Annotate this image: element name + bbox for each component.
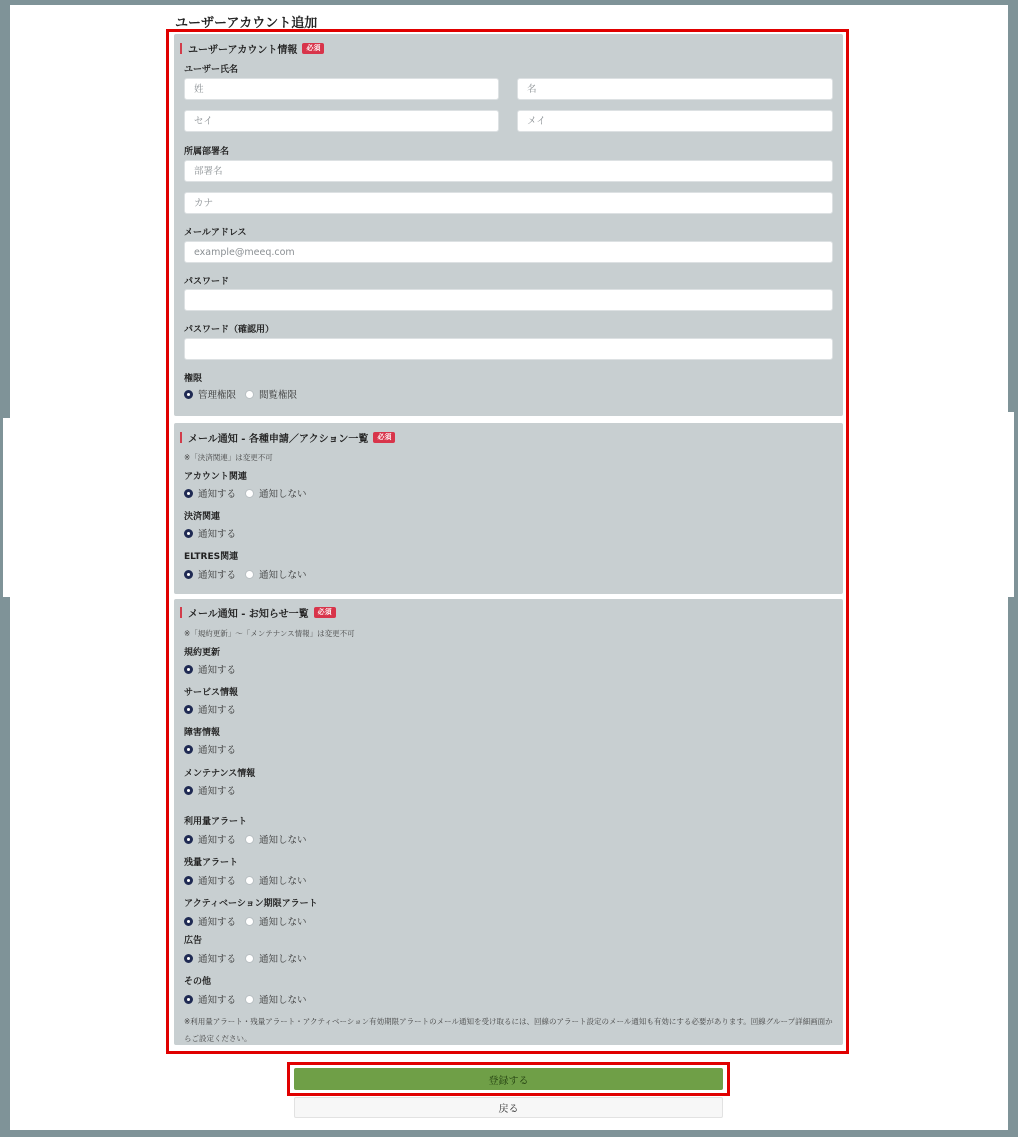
dept-label: 所属部署名 [184, 147, 230, 157]
remaining-alert-label: 残量アラート [184, 858, 239, 868]
notices-note: ※「規約更新」～「メンテナンス情報」は変更不可 [184, 629, 355, 638]
no-notify-label: 通知しない [259, 489, 307, 500]
frame-left [0, 418, 3, 597]
notify-label: 通知する [198, 786, 237, 797]
back-button[interactable]: 戻る [294, 1097, 723, 1118]
required-badge: 必須 [302, 43, 324, 54]
no-notify-label: 通知しない [259, 876, 307, 887]
service-label: サービス情報 [184, 688, 239, 698]
submit-button[interactable]: 登録する [294, 1068, 723, 1090]
ads-label: 広告 [184, 936, 203, 946]
required-badge: 必須 [373, 432, 395, 443]
notify-label: 通知する [198, 489, 237, 500]
actions-heading: メール通知 - 各種申請／アクション一覧 [188, 434, 369, 445]
actions-note: ※「決済関連」は変更不可 [184, 453, 273, 462]
payment-related-label: 決済関連 [184, 512, 221, 522]
notify-label: 通知する [198, 917, 237, 928]
account-heading: ユーザーアカウント情報 [188, 45, 298, 56]
no-notify-label: 通知しない [259, 995, 307, 1006]
frame-top [0, 0, 1018, 5]
required-badge: 必須 [314, 607, 336, 618]
notify-label: 通知する [198, 995, 237, 1006]
notify-label: 通知する [198, 665, 237, 676]
submit-highlight-outline [287, 1062, 730, 1096]
role-admin-label: 管理権限 [198, 390, 237, 401]
page-title: ユーザーアカウント追加 [175, 16, 318, 31]
notify-label: 通知する [198, 745, 237, 756]
other-label: その他 [184, 977, 212, 987]
notify-label: 通知する [198, 570, 237, 581]
notify-label: 通知する [198, 954, 237, 965]
no-notify-label: 通知しない [259, 954, 307, 965]
frame-left [0, 597, 10, 805]
frame-left [0, 805, 10, 1137]
no-notify-label: 通知しない [259, 835, 307, 846]
frame-right [1008, 0, 1018, 412]
eltres-related-label: ELTRES関連 [184, 552, 239, 562]
no-notify-label: 通知しない [259, 917, 307, 928]
role-label: 権限 [184, 374, 203, 384]
frame-right [1014, 412, 1018, 597]
no-notify-label: 通知しない [259, 570, 307, 581]
password-label: パスワード [184, 277, 230, 287]
account-related-label: アカウント関連 [184, 472, 247, 482]
activation-alert-label: アクティベーション期限アラート [184, 899, 318, 909]
notices-heading: メール通知 - お知らせ一覧 [188, 609, 309, 620]
usage-alert-label: 利用量アラート [184, 817, 248, 827]
notify-label: 通知する [198, 835, 237, 846]
role-view-label: 閲覧権限 [259, 390, 298, 401]
alert-footnote: ※利用量アラート・残量アラート・アクティベーション有効期限アラートのメール通知を受け取るには、回線のアラート設定のメール通知も有効にする必要があります。回線グループ詳細画面からご設定ください。 [184, 1017, 833, 1043]
maintenance-label: メンテナンス情報 [184, 769, 256, 779]
frame-left [0, 0, 10, 418]
failure-label: 障害情報 [184, 728, 221, 738]
notify-label: 通知する [198, 529, 237, 540]
notify-label: 通知する [198, 705, 237, 716]
form-highlight-outline [166, 29, 849, 1054]
notify-label: 通知する [198, 876, 237, 887]
frame-right [1008, 597, 1018, 1137]
password-confirm-label: パスワード（確認用） [184, 325, 275, 335]
terms-label: 規約更新 [184, 648, 221, 658]
frame-bottom [0, 1130, 1018, 1137]
email-label: メールアドレス [184, 228, 247, 238]
name-label: ユーザー氏名 [184, 65, 239, 75]
